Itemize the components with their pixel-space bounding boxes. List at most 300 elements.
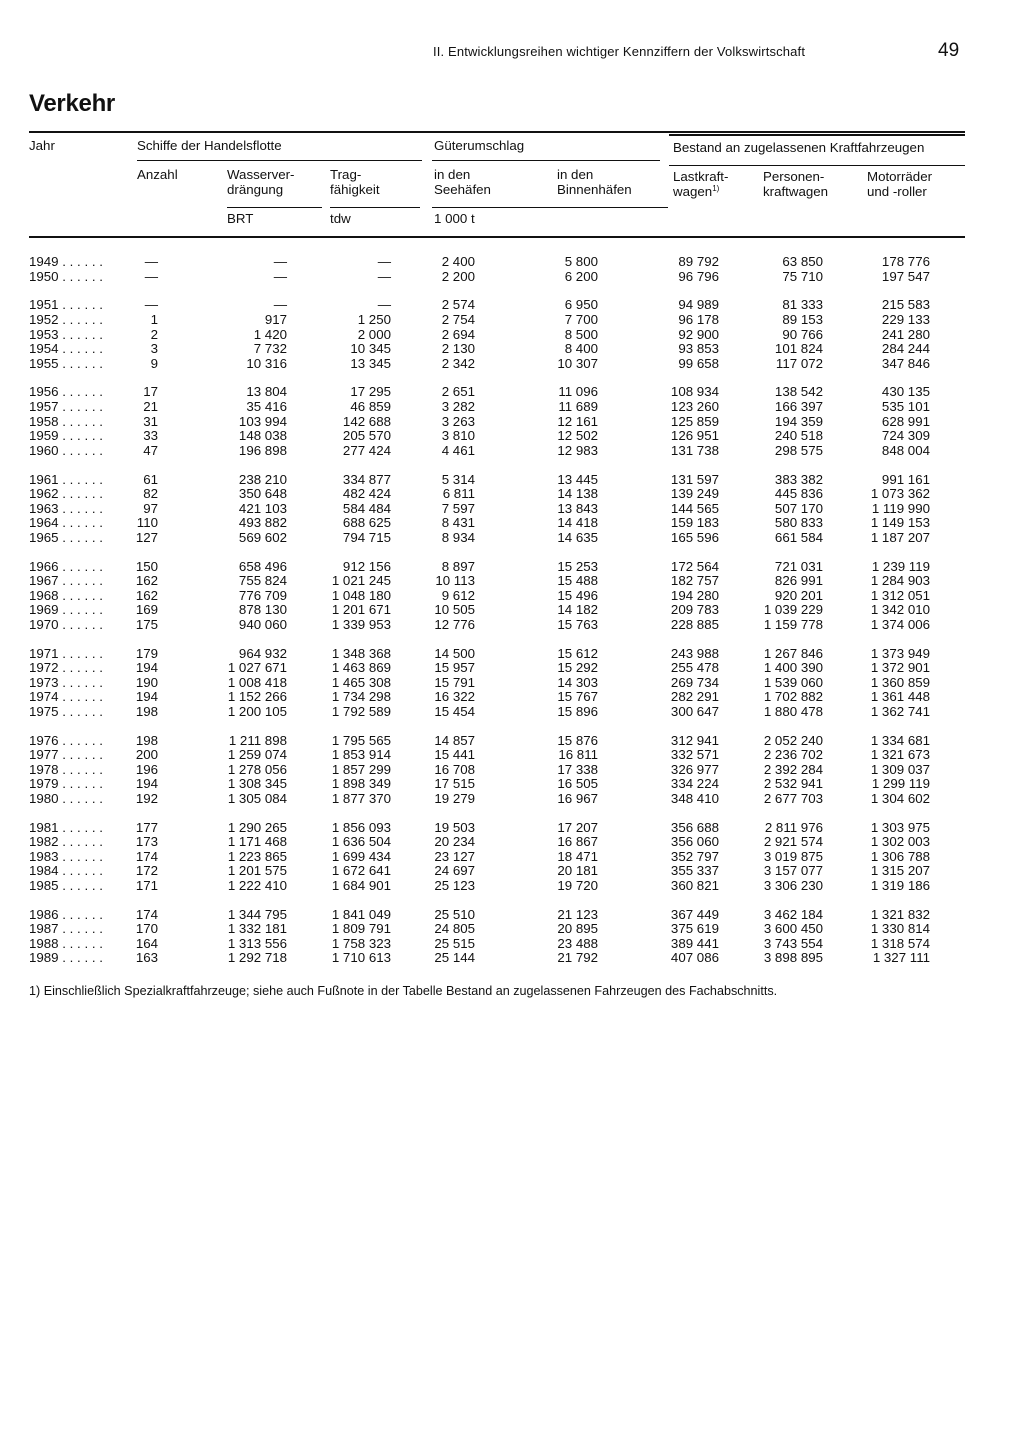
cell-capacity: 1 857 299: [331, 761, 391, 777]
cell-inland-ports: 15 876: [557, 732, 598, 748]
cell-inland-ports: 16 811: [558, 747, 598, 763]
cell-displacement: 1 223 865: [227, 848, 287, 864]
cell-displacement: 10 316: [246, 355, 287, 371]
cell-motorcycles: 1 284 903: [870, 573, 930, 589]
cell-cars: 63 850: [782, 254, 823, 269]
unit-tdw: tdw: [330, 211, 351, 226]
cell-displacement: 421 103: [238, 500, 287, 516]
fleet-group-rule: [137, 160, 422, 161]
cell-displacement: 658 496: [238, 558, 287, 574]
cell-motorcycles: 1 321 832: [870, 906, 930, 922]
cell-trucks: 269 734: [670, 674, 719, 690]
col-inland-ports-header: [557, 167, 632, 197]
cell-cars: 81 333: [782, 297, 823, 313]
cell-trucks: 355 337: [670, 863, 719, 879]
cell-count: 164: [135, 935, 158, 951]
cell-sea-ports: 2 400: [441, 254, 475, 269]
brt-unit-rule: [227, 207, 322, 208]
cell-displacement: 1 211 898: [228, 732, 287, 748]
cell-displacement: 1 222 410: [227, 877, 287, 893]
cell-capacity: 1 465 308: [331, 674, 391, 690]
cell-displacement: 148 038: [238, 428, 287, 444]
cell-trucks: 375 619: [670, 921, 719, 937]
col-inland-line2: Binnenhäfen: [557, 182, 632, 197]
cell-displacement: —: [273, 297, 287, 313]
cell-count: 190: [135, 674, 158, 690]
cell-capacity: 1 795 565: [331, 732, 391, 748]
cell-trucks: 165 596: [670, 529, 719, 545]
cell-motorcycles: 1 306 788: [870, 848, 930, 864]
cell-capacity: 1 853 914: [331, 747, 391, 763]
cell-motorcycles: 197 547: [881, 268, 930, 284]
cell-capacity: 1 339 953: [331, 616, 391, 632]
cell-motorcycles: 284 244: [881, 341, 930, 357]
col-inland-line1: in den: [557, 167, 594, 182]
cell-cars: 2 052 240: [763, 732, 823, 748]
cell-capacity: 1 250: [357, 311, 391, 327]
cell-cars: 661 584: [774, 529, 823, 545]
cell-sea-ports: 24 805: [434, 921, 475, 937]
cell-count: —: [144, 297, 158, 313]
cell-inland-ports: 13 843: [557, 500, 598, 516]
cell-cars: 580 833: [774, 515, 823, 531]
cell-count: 47: [143, 442, 158, 458]
cell-sea-ports: 10 505: [434, 602, 475, 618]
cell-year: 1975 . . . . . .: [29, 703, 103, 719]
cell-sea-ports: 2 651: [441, 384, 475, 400]
cell-capacity: 205 570: [342, 428, 391, 444]
table-head-bottom-rule: [29, 236, 965, 238]
cell-motorcycles: 1 302 003: [870, 834, 930, 850]
col-trucks-line1: Lastkraft-: [673, 169, 729, 184]
cell-cars: 2 236 702: [763, 747, 823, 763]
cell-motorcycles: 1 330 814: [870, 921, 930, 937]
cell-trucks: 243 988: [670, 645, 719, 661]
cell-inland-ports: 18 471: [557, 848, 598, 864]
cell-sea-ports: 14 857: [434, 732, 475, 748]
cell-year: 1959 . . . . . .: [29, 428, 103, 444]
cell-motorcycles: 991 161: [881, 471, 930, 487]
cell-capacity: 482 424: [342, 486, 391, 502]
cell-trucks: 282 291: [670, 689, 719, 705]
cell-motorcycles: 1 342 010: [870, 602, 930, 618]
col-capacity-line1: Trag-: [330, 167, 362, 182]
table-top-rule: [29, 131, 965, 133]
col-motorcycles-header: [867, 169, 932, 199]
cell-sea-ports: 25 510: [434, 906, 475, 922]
cell-inland-ports: 14 635: [557, 529, 598, 545]
cell-count: 150: [135, 558, 158, 574]
cell-trucks: 300 647: [670, 703, 719, 719]
cell-displacement: 776 709: [238, 587, 287, 603]
cell-cars: 90 766: [782, 326, 823, 342]
cell-motorcycles: 1 362 741: [870, 703, 930, 719]
cell-trucks: 348 410: [670, 790, 719, 806]
cell-displacement: 13 804: [246, 384, 287, 400]
cell-motorcycles: 1 372 901: [870, 660, 930, 676]
cell-cars: 721 031: [774, 558, 823, 574]
cell-displacement: 940 060: [238, 616, 287, 632]
cell-inland-ports: 15 767: [557, 689, 598, 705]
cargo-group-rule: [432, 160, 660, 161]
cell-motorcycles: 229 133: [881, 311, 930, 327]
cell-cars: 2 677 703: [763, 790, 823, 806]
cell-cars: 1 159 778: [763, 616, 823, 632]
cell-sea-ports: 2 130: [441, 341, 475, 357]
cell-capacity: 1 877 370: [331, 790, 391, 806]
cell-motorcycles: 848 004: [881, 442, 930, 458]
cell-inland-ports: 6 200: [564, 268, 598, 284]
cell-inland-ports: 11 096: [558, 384, 598, 400]
cell-trucks: 407 086: [670, 950, 719, 966]
col-trucks-line2-wrap: [673, 184, 728, 199]
cell-sea-ports: 25 123: [434, 877, 475, 893]
cell-displacement: 964 932: [238, 645, 287, 661]
cell-sea-ports: 14 500: [434, 645, 475, 661]
cell-motorcycles: 1 318 574: [870, 935, 930, 951]
cell-motorcycles: 1 334 681: [870, 732, 930, 748]
cell-sea-ports: 6 811: [442, 486, 475, 502]
cell-inland-ports: 5 800: [564, 254, 598, 269]
cell-motorcycles: 1 360 859: [870, 674, 930, 690]
cell-motorcycles: 241 280: [881, 326, 930, 342]
cell-cars: 2 811 976: [764, 819, 823, 835]
cell-trucks: 94 989: [678, 297, 719, 313]
cell-sea-ports: 12 776: [434, 616, 475, 632]
cell-capacity: 1 856 093: [331, 819, 391, 835]
cell-displacement: 7 732: [253, 341, 287, 357]
col-displacement-line2: drängung: [227, 182, 284, 197]
cell-sea-ports: 5 314: [441, 471, 475, 487]
cell-trucks: 139 249: [670, 486, 719, 502]
cell-displacement: 1 344 795: [227, 906, 287, 922]
cell-cars: 2 532 941: [763, 776, 823, 792]
cell-capacity: 17 295: [350, 384, 391, 400]
cell-cars: 101 824: [774, 341, 823, 357]
cell-inland-ports: 6 950: [564, 297, 598, 313]
footnote: 1) Einschließlich Spezialkraftfahrzeuge; siehe auch Fußnote in der Tabelle Bestand an zugelassenen Fahrzeugen des Fachabschnitts.: [29, 984, 778, 998]
cell-trucks: 92 900: [678, 326, 719, 342]
cell-count: 31: [143, 413, 158, 429]
cell-inland-ports: 15 763: [557, 616, 598, 632]
cell-inland-ports: 19 720: [557, 877, 598, 893]
cell-count: 17: [143, 384, 158, 400]
cell-capacity: 1 684 901: [331, 877, 391, 893]
cell-year: 1973 . . . . . .: [29, 674, 103, 690]
cell-inland-ports: 15 496: [557, 587, 598, 603]
cell-inland-ports: 12 983: [557, 442, 598, 458]
cell-count: 194: [135, 776, 158, 792]
cell-sea-ports: 2 342: [441, 355, 475, 371]
cell-count: 194: [135, 660, 158, 676]
cell-year: 1982 . . . . . .: [29, 834, 103, 850]
cell-motorcycles: 215 583: [881, 297, 930, 313]
cell-count: 1: [150, 311, 158, 327]
cell-capacity: 10 345: [350, 341, 391, 357]
col-motorcycles-line1: Motorräder: [867, 169, 933, 184]
cell-cars: 240 518: [774, 428, 823, 444]
cell-cars: 166 397: [774, 399, 823, 414]
cell-trucks: 326 977: [670, 761, 719, 777]
cell-count: 174: [135, 906, 158, 922]
cell-inland-ports: 13 445: [557, 471, 598, 487]
cell-trucks: 125 859: [670, 413, 719, 429]
cell-capacity: 1 201 671: [331, 602, 391, 618]
cell-year: 1979 . . . . . .: [29, 776, 103, 792]
cell-trucks: 96 796: [678, 268, 719, 284]
cell-inland-ports: 16 505: [557, 776, 598, 792]
cell-cars: 445 836: [774, 486, 823, 502]
cell-inland-ports: 8 500: [564, 326, 598, 342]
tdw-unit-rule: [330, 207, 420, 208]
cell-year: 1986 . . . . . .: [29, 906, 103, 922]
cell-displacement: 1 027 671: [227, 660, 287, 676]
cell-trucks: 131 597: [670, 471, 719, 487]
cell-capacity: 1 758 323: [331, 935, 391, 951]
cell-trucks: 194 280: [670, 587, 719, 603]
cell-sea-ports: 2 694: [441, 326, 475, 342]
cell-sea-ports: 8 897: [441, 558, 475, 574]
cell-inland-ports: 15 896: [557, 703, 598, 719]
cell-displacement: 1 201 575: [227, 863, 287, 879]
cell-year: 1956 . . . . . .: [29, 384, 103, 400]
cell-cars: 3 898 895: [763, 950, 823, 966]
cell-displacement: —: [273, 268, 287, 284]
cell-displacement: 35 416: [246, 399, 287, 414]
cell-displacement: 1 420: [253, 326, 287, 342]
cell-count: 163: [135, 950, 158, 966]
cell-trucks: 131 738: [670, 442, 719, 458]
page-number: 49: [938, 40, 960, 61]
col-count-header: Anzahl: [137, 167, 178, 182]
cell-year: 1963 . . . . . .: [29, 500, 103, 516]
cell-capacity: 1 463 869: [331, 660, 391, 676]
cell-cars: 1 539 060: [763, 674, 823, 690]
cell-displacement: 1 313 556: [227, 935, 287, 951]
cell-inland-ports: 12 161: [557, 413, 598, 429]
cell-sea-ports: 20 234: [434, 834, 475, 850]
col-year-header: Jahr: [29, 138, 55, 153]
cell-motorcycles: 1 327 111: [872, 950, 930, 966]
col-trucks-line2: wagen: [673, 184, 713, 199]
cell-count: 162: [135, 573, 158, 589]
cell-year: 1955 . . . . . .: [29, 355, 103, 371]
cell-sea-ports: 9 612: [441, 587, 475, 603]
cell-displacement: 1 152 266: [227, 689, 287, 705]
cell-year: 1961 . . . . . .: [29, 471, 103, 487]
cell-cars: 117 072: [775, 355, 823, 371]
cell-sea-ports: 7 597: [441, 500, 475, 516]
cell-count: 174: [135, 848, 158, 864]
cell-capacity: 1 021 245: [331, 573, 391, 589]
cell-year: 1949 . . . . . .: [29, 254, 103, 269]
cell-trucks: 360 821: [670, 877, 719, 893]
cell-sea-ports: 15 441: [434, 747, 475, 763]
cell-trucks: 96 178: [678, 311, 719, 327]
cell-capacity: 334 877: [342, 471, 391, 487]
cell-sea-ports: 17 515: [434, 776, 475, 792]
cell-year: 1978 . . . . . .: [29, 761, 103, 777]
cell-cars: 89 153: [782, 311, 823, 327]
cell-capacity: 1 841 049: [331, 906, 391, 922]
cell-motorcycles: 1 073 362: [870, 486, 930, 502]
cell-capacity: 142 688: [342, 413, 391, 429]
cell-capacity: 13 345: [350, 355, 391, 371]
cell-year: 1958 . . . . . .: [29, 413, 103, 429]
cell-count: 97: [143, 500, 158, 516]
cell-sea-ports: 4 461: [441, 442, 475, 458]
cell-cars: 1 880 478: [763, 703, 823, 719]
cell-inland-ports: 21 123: [557, 906, 598, 922]
cell-count: 21: [143, 399, 158, 414]
cell-trucks: 93 853: [678, 341, 719, 357]
cell-motorcycles: 1 374 006: [870, 616, 930, 632]
cell-capacity: 1 348 368: [331, 645, 391, 661]
section-title: Verkehr: [29, 90, 115, 117]
cell-count: 177: [135, 819, 158, 835]
cell-sea-ports: 25 144: [434, 950, 475, 966]
cell-capacity: —: [377, 254, 391, 269]
cell-year: 1972 . . . . . .: [29, 660, 103, 676]
unit-cargo: 1 000 t: [434, 211, 475, 226]
cell-year: 1950 . . . . . .: [29, 268, 103, 284]
cell-year: 1970 . . . . . .: [29, 616, 103, 632]
cell-cars: 298 575: [774, 442, 823, 458]
cell-cars: 1 702 882: [763, 689, 823, 705]
cell-capacity: 46 859: [350, 399, 391, 414]
cell-capacity: 1 809 791: [331, 921, 391, 937]
col-capacity-header: [330, 167, 380, 197]
cell-motorcycles: 1 299 119: [871, 776, 930, 792]
cell-motorcycles: 1 119 990: [871, 500, 930, 516]
cell-year: 1988 . . . . . .: [29, 935, 103, 951]
cell-capacity: 1 898 349: [331, 776, 391, 792]
cell-motorcycles: 1 309 037: [870, 761, 930, 777]
group-cargo-header: Güterumschlag: [434, 138, 525, 153]
cell-cars: 507 170: [774, 500, 823, 516]
cell-trucks: 89 792: [678, 254, 719, 269]
cell-cars: 3 306 230: [763, 877, 823, 893]
cell-capacity: 794 715: [342, 529, 391, 545]
cell-sea-ports: 25 515: [434, 935, 475, 951]
cell-sea-ports: 3 263: [441, 413, 475, 429]
cell-motorcycles: 1 321 673: [870, 747, 930, 763]
cell-motorcycles: 1 187 207: [870, 529, 930, 545]
footnote-marker: 1): [712, 184, 720, 193]
cell-motorcycles: 724 309: [881, 428, 930, 444]
cell-sea-ports: 19 279: [434, 790, 475, 806]
cell-motorcycles: 1 304 602: [870, 790, 930, 806]
cell-cars: 3 743 554: [763, 935, 823, 951]
vehicles-group-rule: [669, 134, 965, 136]
cell-inland-ports: 21 792: [557, 950, 598, 966]
cell-displacement: 1 332 181: [227, 921, 287, 937]
cell-inland-ports: 20 895: [557, 921, 598, 937]
cell-sea-ports: 19 503: [434, 819, 475, 835]
cell-count: 179: [135, 645, 158, 661]
cell-inland-ports: 8 400: [564, 341, 598, 357]
cell-count: —: [144, 268, 158, 284]
running-title: II. Entwicklungsreihen wichtiger Kennziffern der Volkswirtschaft: [433, 44, 806, 59]
cell-trucks: 108 934: [670, 384, 719, 400]
cell-year: 1952 . . . . . .: [29, 311, 103, 327]
cell-inland-ports: 15 253: [557, 558, 598, 574]
cell-displacement: 569 602: [238, 529, 287, 545]
cell-count: 200: [135, 747, 158, 763]
cell-count: —: [144, 254, 158, 269]
cargo-unit-rule: [432, 207, 668, 208]
cell-count: 175: [135, 616, 158, 632]
cell-capacity: 1 048 180: [331, 587, 391, 603]
cell-count: 198: [135, 703, 158, 719]
cell-cars: 3 462 184: [763, 906, 823, 922]
cell-year: 1953 . . . . . .: [29, 326, 103, 342]
cell-count: 172: [135, 863, 158, 879]
cell-year: 1957 . . . . . .: [29, 399, 103, 414]
cell-trucks: 126 951: [670, 428, 719, 444]
cell-inland-ports: 15 488: [557, 573, 598, 589]
cell-cars: 75 710: [782, 268, 823, 284]
cell-displacement: 238 210: [238, 471, 287, 487]
cell-year: 1964 . . . . . .: [29, 515, 103, 531]
cell-sea-ports: 15 791: [434, 674, 475, 690]
cell-sea-ports: 8 431: [441, 515, 475, 531]
cell-trucks: 332 571: [670, 747, 719, 763]
cell-count: 61: [143, 471, 158, 487]
cell-inland-ports: 23 488: [557, 935, 598, 951]
cell-motorcycles: 1 303 975: [870, 819, 930, 835]
cell-year: 1984 . . . . . .: [29, 863, 103, 879]
cell-year: 1969 . . . . . .: [29, 602, 103, 618]
cell-sea-ports: 8 934: [441, 529, 475, 545]
cell-capacity: 584 484: [342, 500, 391, 516]
cell-count: 194: [135, 689, 158, 705]
cell-inland-ports: 14 138: [557, 486, 598, 502]
cell-count: 9: [150, 355, 158, 371]
cell-sea-ports: 3 282: [441, 399, 475, 414]
cell-inland-ports: 16 967: [557, 790, 598, 806]
cell-year: 1985 . . . . . .: [29, 877, 103, 893]
cell-capacity: —: [377, 268, 391, 284]
cell-trucks: 312 941: [670, 732, 719, 748]
cell-displacement: 878 130: [238, 602, 287, 618]
cell-year: 1974 . . . . . .: [29, 689, 103, 705]
cell-motorcycles: 1 149 153: [870, 515, 930, 531]
cell-inland-ports: 17 207: [557, 819, 598, 835]
cell-capacity: 1 792 589: [331, 703, 391, 719]
cell-sea-ports: 10 113: [435, 573, 475, 589]
cell-count: 192: [135, 790, 158, 806]
cell-displacement: 1 308 345: [227, 776, 287, 792]
cell-displacement: 1 259 074: [227, 747, 287, 763]
group-fleet-header: Schiffe der Handelsflotte: [137, 138, 282, 153]
cell-year: 1976 . . . . . .: [29, 732, 103, 748]
cell-displacement: 196 898: [238, 442, 287, 458]
cell-cars: 138 542: [774, 384, 823, 400]
cell-year: 1954 . . . . . .: [29, 341, 103, 357]
cell-inland-ports: 17 338: [557, 761, 598, 777]
cell-trucks: 255 478: [670, 660, 719, 676]
cell-trucks: 356 688: [670, 819, 719, 835]
cell-count: 171: [135, 877, 158, 893]
cell-motorcycles: 628 991: [881, 413, 930, 429]
cell-trucks: 356 060: [670, 834, 719, 850]
cell-inland-ports: 14 182: [557, 602, 598, 618]
cell-count: 110: [136, 515, 158, 531]
cell-displacement: 493 882: [238, 515, 287, 531]
cell-year: 1977 . . . . . .: [29, 747, 103, 763]
cell-motorcycles: 535 101: [881, 399, 930, 414]
